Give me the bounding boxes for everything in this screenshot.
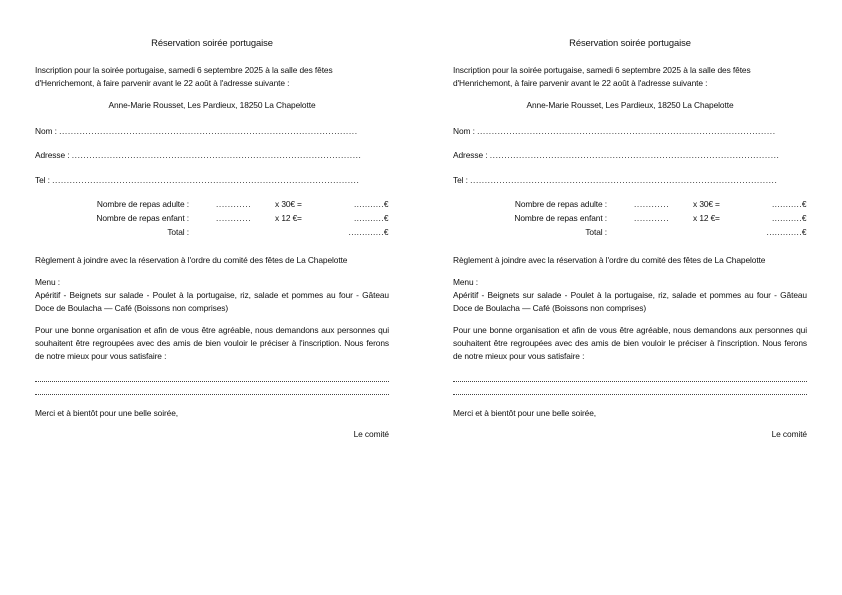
adult-meals-label: Nombre de repas adulte : <box>514 199 607 210</box>
form-title: Réservation soirée portugaise <box>151 37 273 48</box>
tel-dotted-line[interactable]: ......................................................................................................... <box>470 174 778 185</box>
meal-count-table <box>35 198 389 242</box>
total-label: Total : <box>585 227 607 238</box>
form-title: Réservation soirée portugaise <box>569 37 691 48</box>
grouping-answer-lines[interactable] <box>35 369 389 395</box>
name-label: Nom : <box>35 125 57 136</box>
closing-text: Merci et à bientôt pour une belle soirée, <box>453 408 597 419</box>
adult-meals-amount[interactable]: ...........€ <box>771 199 807 210</box>
tel-field[interactable] <box>453 174 807 187</box>
answer-line[interactable] <box>453 369 807 382</box>
child-equals-sign: = <box>297 213 302 224</box>
total-row <box>453 226 807 240</box>
grouping-note: Pour une bonne organisation et afin de vous être agréable, nous demandons aux personnes qui souhaitent être regroupées avec des amis de bien vouloir le préciser à l'inscription. Nous ferons de notre mieux pour vous satisfaire : <box>35 325 389 362</box>
answer-line[interactable] <box>35 369 389 382</box>
postal-address: Anne-Marie Rousset, Les Pardieux, 18250 La Chapelotte <box>108 99 316 110</box>
menu-text: Apéritif - Beignets sur salade - Poulet à la portugaise, riz, salade et pommes au four - Gâteau Doce de Boulacha — Café (Boissons non comprises) <box>453 290 807 314</box>
name-label: Nom : <box>453 125 475 136</box>
tel-field[interactable] <box>35 174 389 187</box>
intro-text: Inscription pour la soirée portugaise, samedi 6 septembre 2025 à la salle des fêtes d'Henrichemont, à faire parvenir avant le 22 août à l'adresse suivante : <box>35 64 333 88</box>
menu-heading: Menu : <box>35 277 61 288</box>
child-meals-quantity[interactable]: ............ <box>634 213 670 224</box>
name-field[interactable] <box>453 125 807 138</box>
total-row <box>35 226 389 240</box>
postal-address: Anne-Marie Rousset, Les Pardieux, 18250 La Chapelotte <box>526 99 734 110</box>
adult-meals-amount[interactable]: ...........€ <box>353 199 389 210</box>
signature: Le comité <box>353 429 389 440</box>
child-meals-label: Nombre de repas enfant : <box>514 213 607 224</box>
grouping-answer-lines[interactable] <box>453 369 807 395</box>
answer-line[interactable] <box>35 382 389 395</box>
total-amount[interactable]: .............€ <box>348 227 389 238</box>
adult-equals-sign: = <box>715 199 720 210</box>
name-field[interactable] <box>35 125 389 138</box>
child-meals-row <box>453 212 807 226</box>
adult-equals-sign: = <box>297 199 302 210</box>
total-label: Total : <box>167 227 189 238</box>
adult-meal-price: x 30€ <box>275 199 295 210</box>
reservation-form-right <box>453 36 807 441</box>
address-dotted-line[interactable]: ................................................................................................... <box>71 150 362 161</box>
child-meal-price: x 12 € <box>275 213 298 224</box>
child-meals-amount[interactable]: ...........€ <box>353 213 389 224</box>
adult-meals-quantity[interactable]: ............ <box>216 199 252 210</box>
grouping-note: Pour une bonne organisation et afin de vous être agréable, nous demandons aux personnes qui souhaitent être regroupées avec des amis de bien vouloir le préciser à l'inscription. Nous ferons de notre mieux pour vous satisfaire : <box>453 325 807 362</box>
payment-instructions: Règlement à joindre avec la réservation à l'ordre du comité des fêtes de La Chapelotte <box>453 255 766 266</box>
name-dotted-line[interactable]: ...................................................................................................... <box>59 125 358 136</box>
reservation-form-left <box>35 36 389 441</box>
adult-meals-row <box>35 198 389 212</box>
child-meal-price: x 12 € <box>693 213 716 224</box>
tel-label: Tel : <box>35 174 50 185</box>
answer-line[interactable] <box>453 382 807 395</box>
child-meals-quantity[interactable]: ............ <box>216 213 252 224</box>
name-dotted-line[interactable]: ...................................................................................................... <box>477 125 776 136</box>
adult-meals-quantity[interactable]: ............ <box>634 199 670 210</box>
address-field[interactable] <box>453 149 807 162</box>
adult-meal-price: x 30€ <box>693 199 713 210</box>
address-field[interactable] <box>35 149 389 162</box>
tel-label: Tel : <box>453 174 468 185</box>
payment-instructions: Règlement à joindre avec la réservation à l'ordre du comité des fêtes de La Chapelotte <box>35 255 348 266</box>
child-meals-amount[interactable]: ...........€ <box>771 213 807 224</box>
meal-count-table <box>453 198 807 242</box>
signature: Le comité <box>771 429 807 440</box>
total-amount[interactable]: .............€ <box>766 227 807 238</box>
address-label: Adresse : <box>35 150 70 161</box>
adult-meals-row <box>453 198 807 212</box>
child-meals-label: Nombre de repas enfant : <box>96 213 189 224</box>
intro-text: Inscription pour la soirée portugaise, samedi 6 septembre 2025 à la salle des fêtes d'Henrichemont, à faire parvenir avant le 22 août à l'adresse suivante : <box>453 64 751 88</box>
child-meals-row <box>35 212 389 226</box>
menu-text: Apéritif - Beignets sur salade - Poulet à la portugaise, riz, salade et pommes au four - Gâteau Doce de Boulacha — Café (Boissons non comprises) <box>35 290 389 314</box>
tel-dotted-line[interactable]: ......................................................................................................... <box>52 174 360 185</box>
adult-meals-label: Nombre de repas adulte : <box>96 199 189 210</box>
address-label: Adresse : <box>453 150 488 161</box>
child-equals-sign: = <box>715 213 720 224</box>
address-dotted-line[interactable]: ................................................................................................... <box>489 150 780 161</box>
menu-heading: Menu : <box>453 277 479 288</box>
closing-text: Merci et à bientôt pour une belle soirée, <box>35 408 179 419</box>
